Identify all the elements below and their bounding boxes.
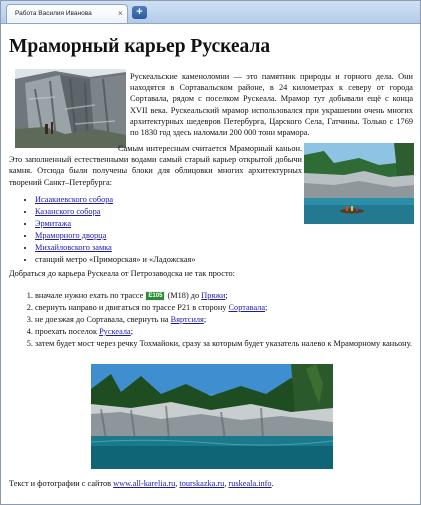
step-text: проехать поселок xyxy=(35,327,97,336)
link-pryazha[interactable]: Пряжи xyxy=(201,291,226,300)
step-text: (М18) до xyxy=(167,291,200,300)
list-item xyxy=(35,290,420,302)
tab-active[interactable] xyxy=(6,4,128,23)
punctuation: ; xyxy=(203,315,207,324)
link-ruskeala[interactable]: Рускеала xyxy=(99,327,131,336)
road-badge: E105 xyxy=(145,291,165,301)
list-item xyxy=(35,314,420,326)
directions-intro: Добраться до карьера Рускеала от Петрозаводска не так просто: xyxy=(9,269,235,278)
step-text: свернуть направо и двигаться по трассе Р21 в сторону xyxy=(35,303,227,312)
list-item: • станций метро «Приморская» и «Ладожская» xyxy=(35,254,196,266)
close-tab-icon[interactable]: × xyxy=(118,9,123,18)
intro-paragraph: Рускеальские каменоломни — это памятник природы и горного дела. Они находятся в Сортавальском районе, в 24 километрах к северу от города Сортавала, рядом с поселком Рускеала. Мрамор тут добывали ещё с конца XVII века. Рускеальский мрамор использовался при украшении очень многих архитектурных шедевров Петербурга, Царского Села, Гатчины. Только с 1769 по 1830 год здесь наломали 200 000 тонн мрамора. xyxy=(130,72,413,138)
credits-line xyxy=(9,479,274,488)
directions-list xyxy=(9,290,420,350)
tab-bar xyxy=(1,1,420,24)
link-kazan-cathedral[interactable]: Казанского собора xyxy=(35,207,101,216)
page-content xyxy=(1,24,420,504)
list-item: 5. затем будет мост через речку Тохмайоки, сразу за которым будет указатель налево к Мраморному каньону. xyxy=(35,338,420,350)
list-item xyxy=(35,326,420,338)
punctuation: ; xyxy=(130,327,134,336)
punctuation: ; xyxy=(265,303,268,312)
credits-text: Текст и фотографии с сайтов xyxy=(9,479,112,488)
list-item xyxy=(35,218,196,230)
link-tourskazka[interactable]: tourskazka.ru xyxy=(179,479,225,488)
page-title: Мраморный карьер Рускеала xyxy=(9,36,271,57)
list-item xyxy=(35,302,420,314)
link-hermitage[interactable]: Эрмитажа xyxy=(35,219,72,228)
list-item xyxy=(35,194,196,206)
link-ruskeala-info[interactable]: ruskeala.info xyxy=(228,479,272,488)
punctuation: , xyxy=(224,479,227,488)
tab-title: Работа Василия Иванова xyxy=(15,10,92,17)
quarry-wall-photo xyxy=(15,69,126,148)
canyon-boat-photo xyxy=(304,143,414,224)
buildings-list xyxy=(9,194,196,266)
canyon-paragraph-text: Самым интересным считается Мраморный каньон. Это заполненный естественными водами самый старый карьер открытой добычи камня. Отсюда были получены блоки для облицовки многих архитектурных творений Санкт–Петербурга: xyxy=(9,144,302,187)
step-text: вначале нужно ехать по трассе xyxy=(35,291,144,300)
punctuation: , xyxy=(175,479,178,488)
link-vyartsilya[interactable]: Вяртсиля xyxy=(170,315,204,324)
link-marble-palace[interactable]: Мраморного дворца xyxy=(35,231,107,240)
link-isaac-cathedral[interactable]: Исаакиевского собора xyxy=(35,195,114,204)
punctuation: ; xyxy=(225,291,228,300)
step-text: не доезжая до Сортавала, свернуть на xyxy=(35,315,169,324)
list-item xyxy=(35,206,196,218)
new-tab-button[interactable]: + xyxy=(132,6,147,19)
list-item xyxy=(35,230,196,242)
list-item xyxy=(35,242,196,254)
canyon-paragraph xyxy=(9,143,302,188)
link-sortavala[interactable]: Сортавала xyxy=(228,303,266,312)
canyon-panorama-photo xyxy=(91,364,333,469)
link-all-karelia[interactable]: www.all-karelia.ru xyxy=(113,479,176,488)
link-mikhailovsky-castle[interactable]: Михайловского замка xyxy=(35,243,112,252)
punctuation: . xyxy=(271,479,274,488)
